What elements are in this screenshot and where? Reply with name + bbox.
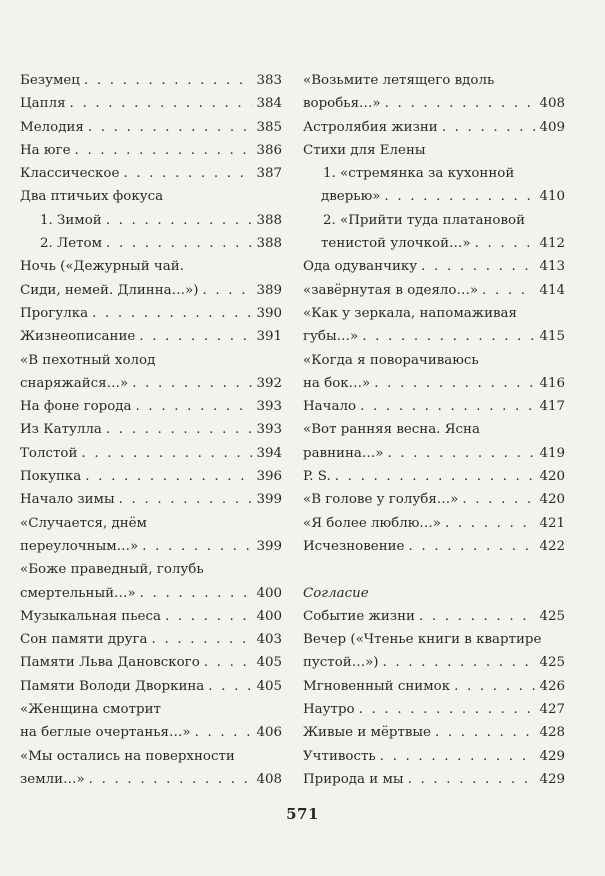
toc-entry-title: пустой…») bbox=[303, 655, 379, 671]
toc-entry-line: «Женщина смотрит bbox=[20, 702, 161, 718]
dot-leader bbox=[106, 232, 252, 255]
toc-entry-page: 389 bbox=[256, 282, 282, 298]
toc-entry-line: «Когда я поворачиваюсь bbox=[303, 352, 479, 368]
toc-entry-line: Стихи для Елены bbox=[303, 142, 426, 158]
toc-entry-title: Астролябия жизни bbox=[303, 119, 438, 135]
toc-entry-title: Событие жизни bbox=[303, 608, 415, 624]
toc-entry-title: «Я более люблю…» bbox=[303, 515, 441, 531]
toc-entry bbox=[303, 92, 565, 115]
toc-entry bbox=[20, 395, 282, 418]
toc-entry bbox=[303, 325, 565, 348]
dot-leader bbox=[454, 675, 535, 698]
toc-entry-page: 416 bbox=[539, 375, 565, 391]
dot-leader bbox=[435, 721, 535, 744]
dot-leader bbox=[421, 255, 535, 278]
dot-leader bbox=[88, 116, 253, 139]
toc-entry-line: «Как у зеркала, напомаживая bbox=[303, 305, 517, 321]
toc-entry bbox=[303, 465, 565, 488]
toc-entry bbox=[20, 721, 282, 744]
toc-entry bbox=[20, 535, 282, 558]
toc-entry bbox=[303, 185, 565, 208]
toc-entry-title: Наутро bbox=[303, 702, 355, 718]
toc-entry bbox=[20, 651, 282, 674]
toc-entry-title: смертельный…» bbox=[20, 585, 136, 601]
dot-leader bbox=[152, 628, 253, 651]
toc-entry-page: 420 bbox=[539, 492, 565, 508]
toc-entry-page: 384 bbox=[256, 96, 282, 112]
toc-column-left bbox=[20, 69, 282, 791]
toc-entry bbox=[20, 232, 282, 255]
toc-entry-page: 390 bbox=[256, 305, 282, 321]
toc-entry-title: Живые и мёртвые bbox=[303, 725, 431, 741]
toc-entry bbox=[303, 372, 565, 395]
toc-entry-title: Из Катулла bbox=[20, 422, 102, 438]
section-heading: Согласие bbox=[303, 585, 369, 601]
toc-entry bbox=[303, 651, 565, 674]
toc-entry-page: 396 bbox=[256, 469, 282, 485]
toc-entry-title: переулочным…» bbox=[20, 538, 139, 554]
toc-entry bbox=[303, 116, 565, 139]
toc-entry-title: Начало bbox=[303, 399, 357, 415]
toc-entry-line: «Боже праведный, голубь bbox=[20, 562, 204, 578]
dot-leader bbox=[202, 279, 252, 302]
toc-entry-title: на беглые очертанья…» bbox=[20, 725, 191, 741]
toc-entry bbox=[303, 768, 565, 791]
toc-entry-page: 392 bbox=[256, 375, 282, 391]
toc-entry-title: Памяти Володи Дворкина bbox=[20, 678, 205, 694]
toc-entry bbox=[303, 535, 565, 558]
toc-entry bbox=[20, 628, 282, 651]
toc-entry bbox=[303, 255, 565, 278]
toc-entry-page: 408 bbox=[256, 771, 282, 787]
dot-leader bbox=[81, 442, 252, 465]
dot-leader bbox=[360, 395, 535, 418]
toc-entry-title: 1. Зимой bbox=[40, 212, 102, 228]
toc-entry-page: 417 bbox=[539, 399, 565, 415]
dot-leader bbox=[462, 488, 535, 511]
toc-entry-page: 387 bbox=[256, 166, 282, 182]
toc-entry-page: 399 bbox=[256, 538, 282, 554]
toc-entry bbox=[20, 209, 282, 232]
toc-entry-title: Толстой bbox=[20, 445, 78, 461]
toc-entry-page: 410 bbox=[539, 189, 565, 205]
toc-entry-page: 386 bbox=[256, 142, 282, 158]
toc-entry-page: 408 bbox=[539, 96, 565, 112]
toc-entry-title: P. S. bbox=[303, 469, 331, 485]
dot-leader bbox=[335, 465, 536, 488]
toc-entry-title: дверью» bbox=[321, 189, 381, 205]
toc-entry-line: Ночь («Дежурный чай. bbox=[20, 259, 184, 275]
dot-leader bbox=[475, 232, 536, 255]
toc-entry bbox=[303, 721, 565, 744]
toc-entry-page: 385 bbox=[256, 119, 282, 135]
dot-leader bbox=[75, 139, 253, 162]
dot-leader bbox=[84, 69, 253, 92]
toc-entry-page: 393 bbox=[256, 399, 282, 415]
toc-entry bbox=[303, 605, 565, 628]
toc-entry bbox=[20, 582, 282, 605]
toc-entry-page: 429 bbox=[539, 748, 565, 764]
toc-column-right bbox=[303, 69, 565, 791]
toc-entry-page: 406 bbox=[256, 725, 282, 741]
toc-entry-title: Начало зимы bbox=[20, 492, 115, 508]
toc-entry-page: 421 bbox=[539, 515, 565, 531]
toc-entry-page: 429 bbox=[539, 771, 565, 787]
toc-entry-page: 425 bbox=[539, 608, 565, 624]
toc-entry bbox=[20, 325, 282, 348]
dot-leader bbox=[384, 185, 535, 208]
toc-entry-line: Вечер («Чтенье книги в квартире bbox=[303, 632, 542, 648]
toc-entry-page: 413 bbox=[539, 259, 565, 275]
dot-leader bbox=[85, 465, 252, 488]
toc-entry-title: Цапля bbox=[20, 96, 66, 112]
dot-leader bbox=[139, 325, 252, 348]
toc-entry-title: Безумец bbox=[20, 73, 80, 88]
toc-entry bbox=[20, 465, 282, 488]
toc-entry-title: Учтивость bbox=[303, 748, 376, 764]
page-number: 571 bbox=[286, 805, 319, 823]
toc-entry-page: 425 bbox=[539, 655, 565, 671]
toc-entry-title: Классическое bbox=[20, 166, 120, 182]
toc-entry-title: На фоне города bbox=[20, 399, 132, 415]
toc-entry bbox=[20, 139, 282, 162]
dot-leader bbox=[140, 582, 253, 605]
toc-entry-title: равнина…» bbox=[303, 445, 384, 461]
dot-leader bbox=[106, 209, 253, 232]
toc-entry-title: Памяти Льва Дановского bbox=[20, 655, 200, 671]
toc-entry-title: земли…» bbox=[20, 771, 85, 787]
dot-leader bbox=[383, 651, 536, 674]
toc-entry-line: Два птичьих фокуса bbox=[20, 189, 164, 205]
toc-entry bbox=[303, 279, 565, 302]
toc-entry-page: 414 bbox=[539, 282, 565, 298]
dot-leader bbox=[136, 395, 253, 418]
toc-entry-title: «завёрнутая в одеяло…» bbox=[303, 282, 479, 298]
toc-entry-page: 400 bbox=[256, 608, 282, 624]
toc-entry-title: Сиди, немей. Длинна…») bbox=[20, 282, 199, 298]
toc-entry-title: воробья…» bbox=[303, 96, 381, 112]
toc-entry-title: тенистой улочкой…» bbox=[321, 236, 471, 252]
toc-entry-title: Мгновенный снимок bbox=[303, 678, 451, 694]
dot-leader bbox=[106, 418, 253, 441]
dot-leader bbox=[374, 372, 535, 395]
toc-entry bbox=[20, 605, 282, 628]
dot-leader bbox=[119, 488, 253, 511]
toc-entry bbox=[303, 698, 565, 721]
toc-entry-title: «В голове у голубя…» bbox=[303, 492, 459, 508]
spacer bbox=[303, 558, 565, 581]
dot-leader bbox=[70, 92, 253, 115]
toc-entry bbox=[303, 745, 565, 768]
toc-entry-line: «Вот ранняя весна. Ясна bbox=[303, 422, 480, 438]
toc-entry bbox=[20, 768, 282, 791]
dot-leader bbox=[482, 279, 535, 302]
dot-leader bbox=[89, 768, 253, 791]
toc-entry-page: 415 bbox=[539, 329, 565, 345]
toc-entry-line: 2. «Прийти туда платановой bbox=[323, 212, 526, 228]
toc-entry-line: «Возьмите летящего вдоль bbox=[303, 73, 495, 88]
toc-entry-title: Природа и мы bbox=[303, 771, 404, 787]
toc-entry bbox=[20, 675, 282, 698]
toc-entry-page: 409 bbox=[539, 119, 565, 135]
toc-entry-title: Музыкальная пьеса bbox=[20, 608, 161, 624]
dot-leader bbox=[92, 302, 252, 325]
toc-entry-title: 2. Летом bbox=[40, 236, 103, 252]
dot-leader bbox=[387, 442, 535, 465]
toc-entry-title: Исчезновение bbox=[303, 538, 405, 554]
toc-entry-page: 399 bbox=[256, 492, 282, 508]
toc-entry-page: 428 bbox=[539, 725, 565, 741]
toc-entry-page: 393 bbox=[256, 422, 282, 438]
dot-leader bbox=[165, 605, 253, 628]
toc-entry-title: на бок…» bbox=[303, 375, 371, 391]
toc-entry-page: 427 bbox=[539, 702, 565, 718]
dot-leader bbox=[442, 116, 536, 139]
toc-entry bbox=[20, 92, 282, 115]
toc-entry-page: 419 bbox=[539, 445, 565, 461]
toc-entry-title: губы…» bbox=[303, 329, 359, 345]
toc-entry bbox=[303, 232, 565, 255]
toc-entry-line: «В пехотный холод bbox=[20, 352, 156, 368]
toc-entry-page: 422 bbox=[539, 538, 565, 554]
dot-leader bbox=[195, 721, 253, 744]
toc-entry bbox=[20, 442, 282, 465]
toc-entry bbox=[303, 488, 565, 511]
toc-entry-page: 403 bbox=[256, 632, 282, 648]
dot-leader bbox=[123, 162, 252, 185]
toc-entry-page: 405 bbox=[256, 678, 282, 694]
toc-entry-page: 405 bbox=[256, 655, 282, 671]
toc-entry-page: 400 bbox=[256, 585, 282, 601]
toc-entry-page: 412 bbox=[539, 236, 565, 252]
dot-leader bbox=[204, 651, 253, 674]
toc-entry-title: Мелодия bbox=[20, 119, 84, 135]
toc-entry bbox=[303, 442, 565, 465]
dot-leader bbox=[359, 698, 536, 721]
toc-entry-page: 420 bbox=[539, 469, 565, 485]
dot-leader bbox=[408, 535, 535, 558]
toc-entry-line: 1. «стремянка за кухонной bbox=[323, 166, 515, 182]
dot-leader bbox=[380, 745, 536, 768]
toc-entry-title: Ода одуванчику bbox=[303, 259, 418, 275]
dot-leader bbox=[132, 372, 252, 395]
toc-entry-page: 388 bbox=[256, 236, 282, 252]
toc-entry bbox=[20, 116, 282, 139]
toc-entry-title: Покупка bbox=[20, 469, 82, 485]
toc-entry bbox=[20, 418, 282, 441]
toc-entry-page: 383 bbox=[256, 73, 282, 88]
toc-entry-page: 388 bbox=[256, 212, 282, 228]
toc-entry bbox=[20, 372, 282, 395]
toc-entry-title: Сон памяти друга bbox=[20, 632, 148, 648]
toc-entry bbox=[303, 395, 565, 418]
toc-entry bbox=[20, 279, 282, 302]
toc-entry-page: 426 bbox=[539, 678, 565, 694]
dot-leader bbox=[142, 535, 252, 558]
toc-entry bbox=[20, 69, 282, 92]
dot-leader bbox=[419, 605, 536, 628]
dot-leader bbox=[362, 325, 535, 348]
toc-entry-page: 394 bbox=[256, 445, 282, 461]
toc-entry bbox=[303, 512, 565, 535]
toc-entry bbox=[20, 302, 282, 325]
toc-entry-page: 391 bbox=[256, 329, 282, 345]
dot-leader bbox=[208, 675, 252, 698]
toc-entry-line: «Случается, днём bbox=[20, 515, 147, 531]
dot-leader bbox=[385, 92, 536, 115]
toc-entry bbox=[20, 162, 282, 185]
toc-entry-title: Жизнеописание bbox=[20, 329, 136, 345]
dot-leader bbox=[445, 512, 535, 535]
toc-entry-title: снаряжайся…» bbox=[20, 375, 129, 391]
dot-leader bbox=[408, 768, 536, 791]
toc-entry-line: «Мы остались на поверхности bbox=[20, 748, 235, 764]
toc-entry bbox=[20, 488, 282, 511]
toc-entry-title: На юге bbox=[20, 142, 71, 158]
toc-entry bbox=[303, 675, 565, 698]
toc-entry-title: Прогулка bbox=[20, 305, 89, 321]
